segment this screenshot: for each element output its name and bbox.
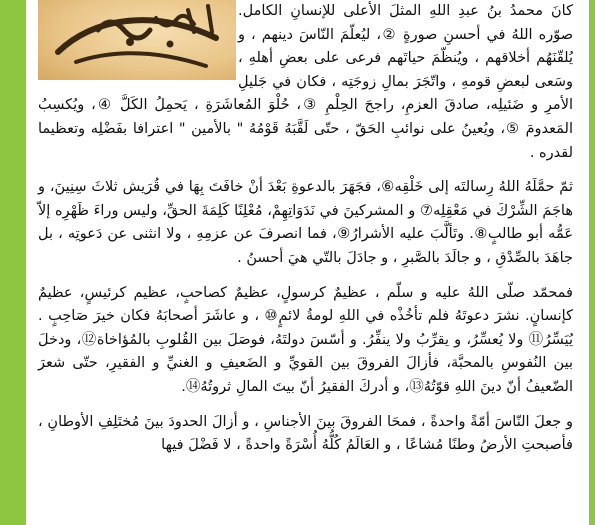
paragraph: و جعلَ النّاسَ أمّةً واحدةً ، فمحَا الفروقَ بينَ الأجناسِ ، و أزالَ الحدودَ بينَ مُختَلِفِ الأوطانِ ، فأصبحتِ الأرضُ وطنًا مُشاعًا ، و العَالَمُ كُلُّهُ أُسْرَةً واحدةً ، لا فَضْلَ فيها [38,413,573,454]
article-body [38,0,573,458]
image-spacer [38,0,238,80]
paragraph: فمحمّد صلّى اللهُ عليه و سلّم ، عظيمٌ كرسولٍ، عظيمٌ كصاحبٍ، عظيم كرئيسٍ، عظيمٌ كإنسانٍ. نشرَ دعوتَهُ فلم تأخُذْه في اللهِ لومةُ لائمٍ⑩ ، و عاشَرَ أصحابَهُ فكان خيرَ صَاحِبٍ . يُيَسِّرُ⑪ ولا يُعسِّرُ، و يقرِّبُ ولا ينفِّرُ. و أسّسَ دولتَهُ، فوصَلَ بين القُلوبِ بالمُؤاخاة⑫، ودخلَ بين النُفوسِ بالمحبَّة، فأزالَ الفروقَ بين القويِّ و الضَعيفِ و الغنيِّ و الفقيرِ، حتّى شعرَ الضّعيفُ أنّ دينَ اللهِ قوّتُهُ⑬، و أدركَ الفقيرُ أنّ بيتَ المالِ ثروتُهُ⑭. [38,284,573,395]
green-border-left [0,0,26,525]
paragraph: كانَ محمدُ بنُ عبدِ اللهِ المثلَ الأعلى للإنسانِ الكامل. صوّره اللهُ في أحسنِ صورةٍ ②، ليُعلّمَ النّاسَ دينهم ، و يُلقّنَهُم أخلاقهم ، ويُنظّمَ حياتَهم فرعى على بعضِ أهلهِ ، وسَعى لبعضِ قومهِ ، واتّجَرَ بمالِ زوجَتِه ، فكان في جَليلِ الأمرِ و ضَئيلِه، صادقَ العزمِ، راجحَ الحِلْمِ ③، حُلْوَ المُعاشَرَةِ ، يَحمِلُ الكَلَّ ④، ويُكسِبُ المَعدومَ ⑤، ويُعينُ على نوائبِ الحَقّ ، حتّى لَقَّبَهُ قَوْمُهُ " بالأمين " اعترافا بفَضْلِه وتعظيما لقدره . [38,3,573,161]
paragraph: ثمّ حمَّلَهُ اللهُ رِسالتَه إلى خَلْقِه⑥، فجَهَرَ بالدعوةِ بَعْدَ أنْ خافَتَ بِهَا في قُرَيش ثلاثَ سِنِينَ، و هاجَمَ الشِّرْكَ في مَعْقِلِه⑦ و المشركينَ في نَدَوَاتِهِمْ، مُعْلِنًا كَلِمَةَ الحقِّ، وليس وراءَ ظَهْرِه إلاّ عَمُّه أبو طالبٍ⑧. وتَألَّبَ عليه الأشرارُ⑨، فما انصرفَ عن عزمِهِ ، ولا انثنى عن دَعوتِه ، بل جاهَدَ بالصِّدْقِ ، و جالَدَ بالصَّبرِ ، و جادَلَ بالتّي هيَ أحسنُ . [38,179,573,266]
green-border-right [589,0,595,525]
